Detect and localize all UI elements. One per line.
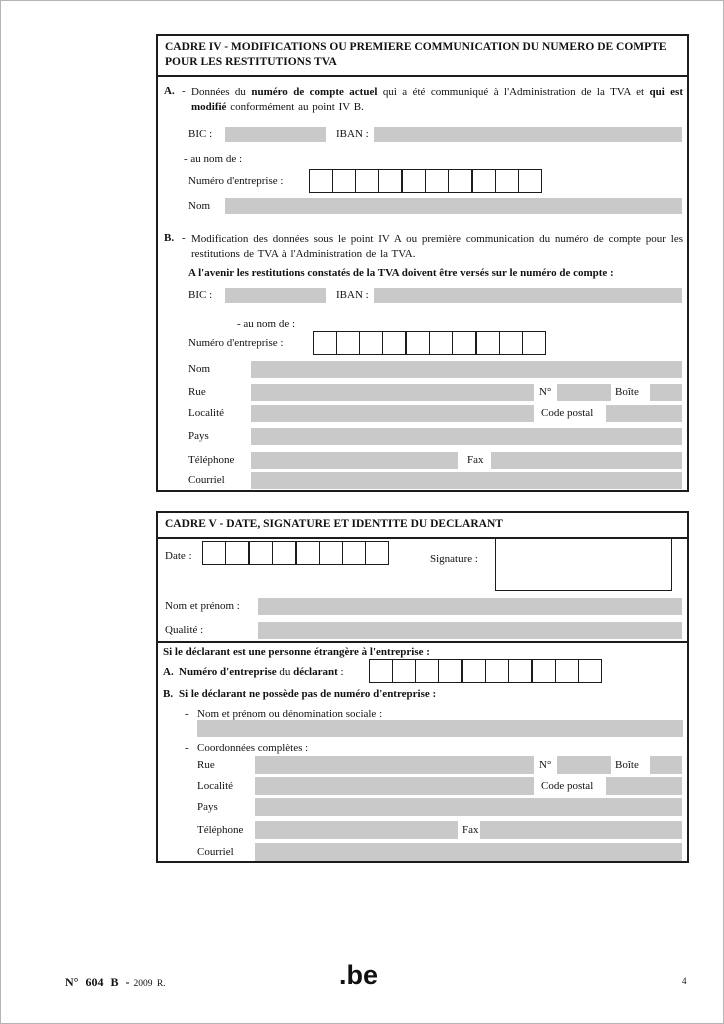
code-postal-field[interactable] [606, 777, 682, 795]
enterprise-label-b: Numéro d'entreprise : [188, 337, 284, 349]
a-text: : [337, 666, 344, 678]
digit-cell[interactable] [578, 659, 602, 683]
courriel-field[interactable] [255, 843, 682, 861]
nom-field-a[interactable] [225, 198, 682, 214]
bic-field-a[interactable] [225, 127, 326, 142]
localite-label-b: Localité [188, 407, 225, 419]
a-text-bold: qui est modifié [191, 86, 683, 113]
code-postal-label: Code postal [541, 780, 594, 792]
cadre5-title: CADRE V - DATE, SIGNATURE ET IDENTITE DU DECLARANT [158, 513, 687, 539]
nom-prenom-label: Nom et prénom : [165, 600, 240, 612]
section-a-paragraph [191, 85, 683, 115]
date-digit-cell[interactable] [365, 541, 389, 565]
boite-label: Boîte [615, 759, 639, 771]
boite-field-b[interactable] [650, 384, 682, 401]
digit-cell[interactable] [378, 169, 402, 193]
telephone-label-b: Téléphone [188, 454, 235, 466]
telephone-field[interactable] [255, 821, 458, 839]
fax-field[interactable] [480, 821, 682, 839]
bic-label-a: BIC : [188, 128, 213, 140]
nom-prenom-field[interactable] [258, 598, 682, 615]
bic-field-b[interactable] [225, 288, 326, 303]
pays-field[interactable] [255, 798, 682, 816]
a-text-bold: déclarant [293, 666, 338, 678]
declarant-enterprise-cells [369, 659, 602, 683]
page-number: 4 [682, 976, 687, 986]
enterprise-number-cells-b [313, 331, 546, 355]
digit-cell[interactable] [475, 331, 500, 355]
qualite-label: Qualité : [165, 624, 204, 636]
digit-cell[interactable] [359, 331, 383, 355]
section-b-dash: - [182, 232, 186, 244]
rue-label-b: Rue [188, 386, 206, 398]
digit-cell[interactable] [336, 331, 360, 355]
digit-cell[interactable] [448, 169, 472, 193]
no-field[interactable] [557, 756, 611, 774]
rue-field-b[interactable] [251, 384, 534, 401]
digit-cell[interactable] [332, 169, 356, 193]
digit-cell[interactable] [429, 331, 453, 355]
date-cells [202, 541, 389, 565]
a-text: Données du [191, 86, 252, 98]
digit-cell[interactable] [355, 169, 379, 193]
digit-cell[interactable] [382, 331, 406, 355]
qualite-field[interactable] [258, 622, 682, 639]
digit-cell[interactable] [499, 331, 523, 355]
digit-cell[interactable] [508, 659, 532, 683]
rue-field[interactable] [255, 756, 534, 774]
stranger-b-label: B. [163, 688, 174, 700]
localite-field-b[interactable] [251, 405, 534, 422]
signature-box[interactable] [495, 538, 672, 591]
enterprise-number-cells-a [309, 169, 542, 193]
fax-field-b[interactable] [491, 452, 682, 469]
au-nom-de-a: - au nom de : [184, 153, 243, 165]
au-nom-de-b: - au nom de : [237, 318, 296, 330]
date-digit-cell[interactable] [225, 541, 249, 565]
date-digit-cell[interactable] [295, 541, 320, 565]
digit-cell[interactable] [369, 659, 393, 683]
courriel-label: Courriel [197, 846, 234, 858]
date-digit-cell[interactable] [248, 541, 273, 565]
digit-cell[interactable] [461, 659, 486, 683]
digit-cell[interactable] [522, 331, 546, 355]
digit-cell[interactable] [452, 331, 476, 355]
telephone-label: Téléphone [197, 824, 244, 836]
date-digit-cell[interactable] [319, 541, 343, 565]
pays-field-b[interactable] [251, 428, 682, 445]
stranger-b-text: Si le déclarant ne possède pas de numéro d'entreprise : [179, 688, 437, 700]
section-a-dash: - [182, 85, 186, 97]
digit-cell[interactable] [495, 169, 519, 193]
digit-cell[interactable] [438, 659, 462, 683]
section-divider [158, 641, 687, 643]
fax-label: Fax [462, 824, 479, 836]
section-b-label: B. [164, 232, 175, 244]
pays-label: Pays [197, 801, 218, 813]
no-field-b[interactable] [557, 384, 611, 401]
digit-cell[interactable] [392, 659, 416, 683]
iban-field-b[interactable] [374, 288, 682, 303]
iban-label-a: IBAN : [336, 128, 369, 140]
nom-field-b[interactable] [251, 361, 682, 378]
a-text-bold: Numéro d'entreprise [179, 666, 277, 678]
footer-ref-small: 2009 R. [133, 979, 166, 989]
date-digit-cell[interactable] [342, 541, 366, 565]
a-text: qui a été communiqué à l'Administration de la TVA et [377, 86, 650, 98]
no-label-b: N° [539, 386, 552, 398]
dash: - [185, 742, 189, 754]
localite-field[interactable] [255, 777, 534, 795]
date-digit-cell[interactable] [202, 541, 226, 565]
nom-label-a: Nom [188, 200, 210, 212]
boite-field[interactable] [650, 756, 682, 774]
no-label: N° [539, 759, 552, 771]
digit-cell[interactable] [309, 169, 333, 193]
date-digit-cell[interactable] [272, 541, 296, 565]
b-bold-instruction: A l'avenir les restitutions constatés de la TVA doivent être versés sur le numéro de compte : [188, 267, 614, 279]
digit-cell[interactable] [518, 169, 542, 193]
courriel-label-b: Courriel [188, 474, 225, 486]
localite-label: Localité [197, 780, 234, 792]
digit-cell[interactable] [485, 659, 509, 683]
a-text: conformément au point IV B. [226, 101, 364, 113]
dash: - [185, 708, 189, 720]
digit-cell[interactable] [401, 169, 426, 193]
code-postal-field-b[interactable] [606, 405, 682, 422]
fax-label-b: Fax [467, 454, 484, 466]
boite-label-b: Boîte [615, 386, 639, 398]
digit-cell[interactable] [531, 659, 556, 683]
stranger-intro: Si le déclarant est une personne étrangère à l'entreprise : [163, 646, 430, 658]
digit-cell[interactable] [415, 659, 439, 683]
telephone-field-b[interactable] [251, 452, 458, 469]
section-a-label: A. [164, 85, 175, 97]
courriel-field-b[interactable] [251, 472, 682, 489]
cadre4-frame [156, 34, 689, 492]
denomination-label: Nom et prénom ou dénomination sociale : [197, 708, 383, 720]
digit-cell[interactable] [471, 169, 496, 193]
signature-label: Signature : [430, 553, 478, 565]
pays-label-b: Pays [188, 430, 209, 442]
footer-form-ref [65, 973, 166, 991]
rue-label: Rue [197, 759, 215, 771]
iban-field-a[interactable] [374, 127, 682, 142]
bic-label-b: BIC : [188, 289, 213, 301]
cadre5-frame [156, 511, 689, 863]
a-text-bold: numéro de compte actuel [251, 86, 378, 98]
date-label: Date : [165, 550, 192, 562]
section-b-paragraph: Modification des données sous le point IV A ou première communication du numéro de compte pour les restitutions de TVA à l'Administration de la TVA. [191, 233, 683, 260]
stranger-a-label: A. [163, 666, 174, 678]
digit-cell[interactable] [405, 331, 430, 355]
digit-cell[interactable] [425, 169, 449, 193]
enterprise-label-a: Numéro d'entreprise : [188, 175, 284, 187]
iban-label-b: IBAN : [336, 289, 369, 301]
digit-cell[interactable] [555, 659, 579, 683]
nom-label-b: Nom [188, 363, 210, 375]
coordonnees-label: Coordonnées complètes : [197, 742, 309, 754]
a-text: du [276, 666, 294, 678]
cadre4-title: CADRE IV - MODIFICATIONS OU PREMIERE COMMUNICATION DU NUMERO DE COMPTE POUR LES RESTITUTIONS TVA [158, 36, 687, 77]
denomination-field[interactable] [197, 720, 683, 737]
be-logo: .be [339, 960, 379, 990]
digit-cell[interactable] [313, 331, 337, 355]
code-postal-label-b: Code postal [541, 407, 594, 419]
stranger-a-text [179, 666, 344, 679]
footer-ref-bold: N° 604 B - [65, 975, 130, 989]
